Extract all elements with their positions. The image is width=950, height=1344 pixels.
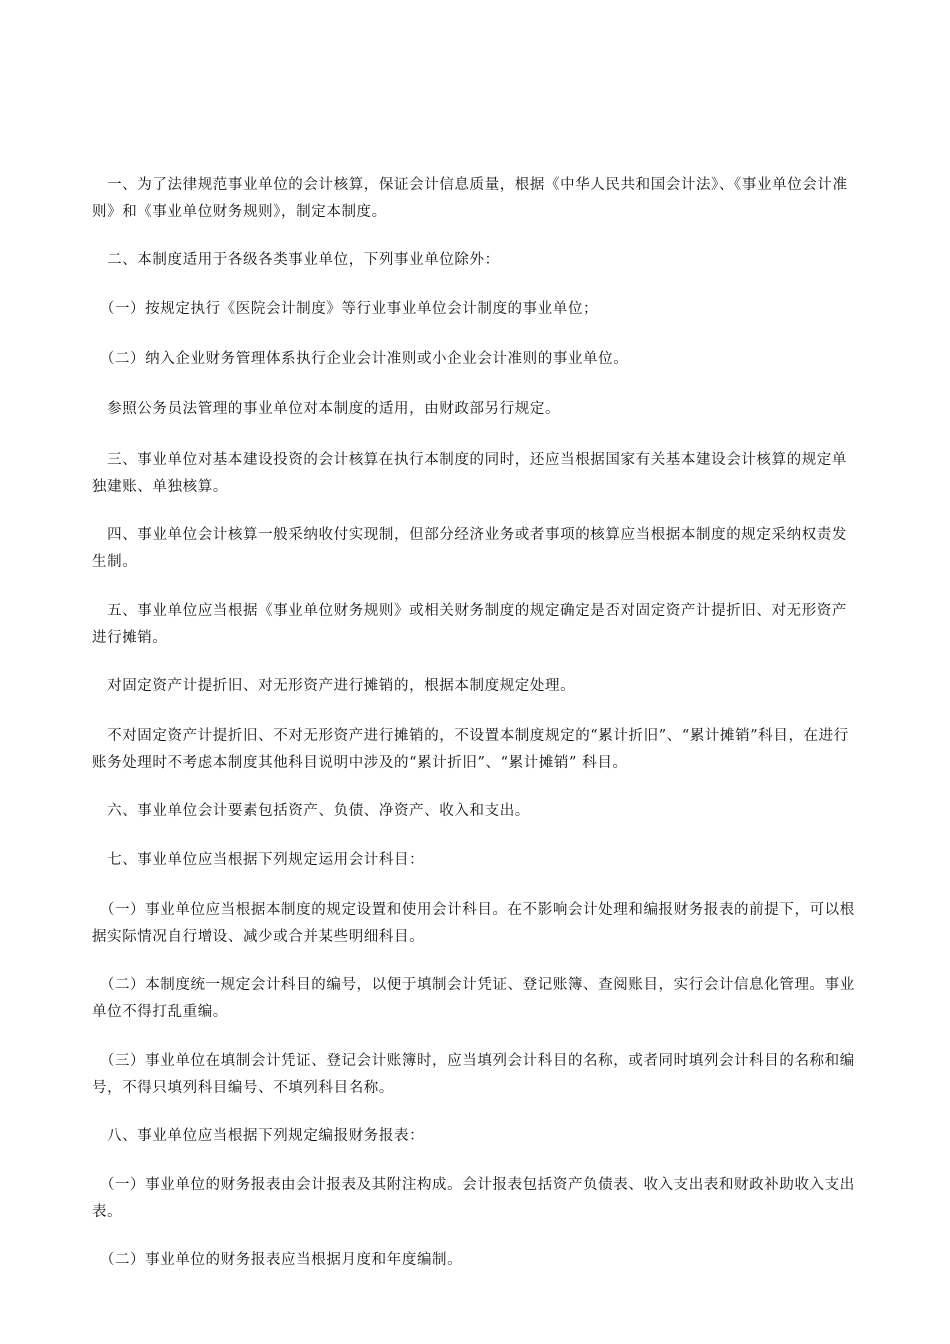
paragraph-15: （三）事业单位在填制会计凭证、登记会计账簿时，应当填列会计科目的名称，或者同时填列会计科目的名称和编号，不得只填列科目编号、不填列科目名称。 (92, 1053, 855, 1096)
paragraph-3: （一）按规定执行《医院会计制度》等行业事业单位会计制度的事业单位； (92, 301, 599, 317)
paragraph-8: 五、事业单位应当根据《事业单位财务规则》或相关财务制度的规定确定是否对固定资产计提折旧、对无形资产进行摊销。 (92, 603, 847, 646)
paragraph-11: 六、事业单位会计要素包括资产、负债、净资产、收入和支出。 (92, 803, 530, 819)
paragraph-5: 参照公务员法管理的事业单位对本制度的适用，由财政部另行规定。 (92, 401, 561, 417)
paragraph-14: （二）本制度统一规定会计科目的编号，以便于填制会计凭证、登记账簿、查阅账目，实行会计信息化管理。事业单位不得打乱重编。 (92, 977, 855, 1020)
paragraph-2: 二、本制度适用于各级各类事业单位，下列事业单位除外： (92, 252, 500, 268)
paragraph-6: 三、事业单位对基本建设投资的会计核算在执行本制度的同时，还应当根据国家有关基本建设会计核算的规定单独建账、单独核算。 (92, 452, 847, 495)
paragraph-10: 不对固定资产计提折旧、不对无形资产进行摊销的，不设置本制度规定的“累计折旧”、“累计摊销”科目，在进行账务处理时不考虑本制度其他科目说明中涉及的“累计折旧”、“累计摊销” 科目。 (92, 728, 849, 771)
paragraph-13: （一）事业单位应当根据本制度的规定设置和使用会计科目。在不影响会计处理和编报财务报表的前提下，可以根据实际情况自行增设、减少或合并某些明细科目。 (92, 902, 855, 945)
paragraph-17: （一）事业单位的财务报表由会计报表及其附注构成。会计报表包括资产负债表、收入支出表和财政补助收入支出表。 (92, 1177, 855, 1220)
paragraph-9: 对固定资产计提折旧、对无形资产进行摊销的，根据本制度规定处理。 (92, 678, 576, 694)
paragraph-18: （二）事业单位的财务报表应当根据月度和年度编制。 (92, 1252, 463, 1268)
paragraph-4: （二）纳入企业财务管理体系执行企业会计准则或小企业会计准则的事业单位。 (92, 351, 629, 367)
paragraph-1: 一、为了法律规范事业单位的会计核算，保证会计信息质量，根据《中华人民共和国会计法》、《事业单位会计准则》和《事业单位财务规则》，制定本制度。 (92, 177, 848, 220)
paragraph-16: 八、事业单位应当根据下列规定编报财务报表： (92, 1128, 425, 1144)
paragraph-7: 四、事业单位会计核算一般采纳收付实现制，但部分经济业务或者事项的核算应当根据本制度的规定采纳权责发生制。 (92, 527, 847, 570)
paragraph-12: 七、事业单位应当根据下列规定运用会计科目： (92, 852, 425, 868)
